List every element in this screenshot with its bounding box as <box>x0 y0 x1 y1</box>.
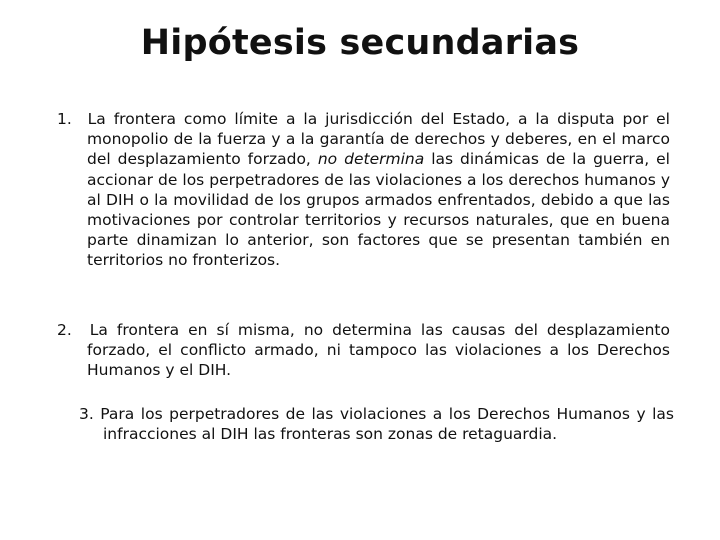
item-number: 3. <box>79 405 94 423</box>
item-number: 1. <box>57 110 72 128</box>
hypothesis-item-2 <box>57 320 670 381</box>
item-text: La frontera en sí misma, no determina las causas del desplazamiento forzado, el conflicto armado, ni tampoco las violaciones a los Derechos Humanos y el DIH. <box>87 321 670 380</box>
hypothesis-item-1 <box>57 109 670 271</box>
item-emphasis: no determina <box>317 150 425 169</box>
hypothesis-item-3 <box>79 404 674 444</box>
slide-title: Hipótesis secundarias <box>140 23 580 63</box>
item-text-before: La frontera como límite a la jurisdicción del Estado, a la disputa por el monopolio de la fuerza y a la garantía de derechos y deberes, en el marco del desplazamiento forzado, <box>87 110 670 169</box>
item-text-after: las dinámicas de la guerra, el accionar de los perpetradores de las violaciones a los derechos humanos y al DIH o la movilidad de los grupos armados enfrentados, debido a que las motivaciones por controlar territorios y recursos naturales, que en buena parte dinamizan lo anterior, son factores que se presentan también en territorios no fronterizos. <box>87 150 670 270</box>
item-text: Para los perpetradores de las violaciones a los Derechos Humanos y las infracciones al DIH las fronteras son zonas de retaguardia. <box>100 405 674 444</box>
item-number: 2. <box>57 321 72 339</box>
